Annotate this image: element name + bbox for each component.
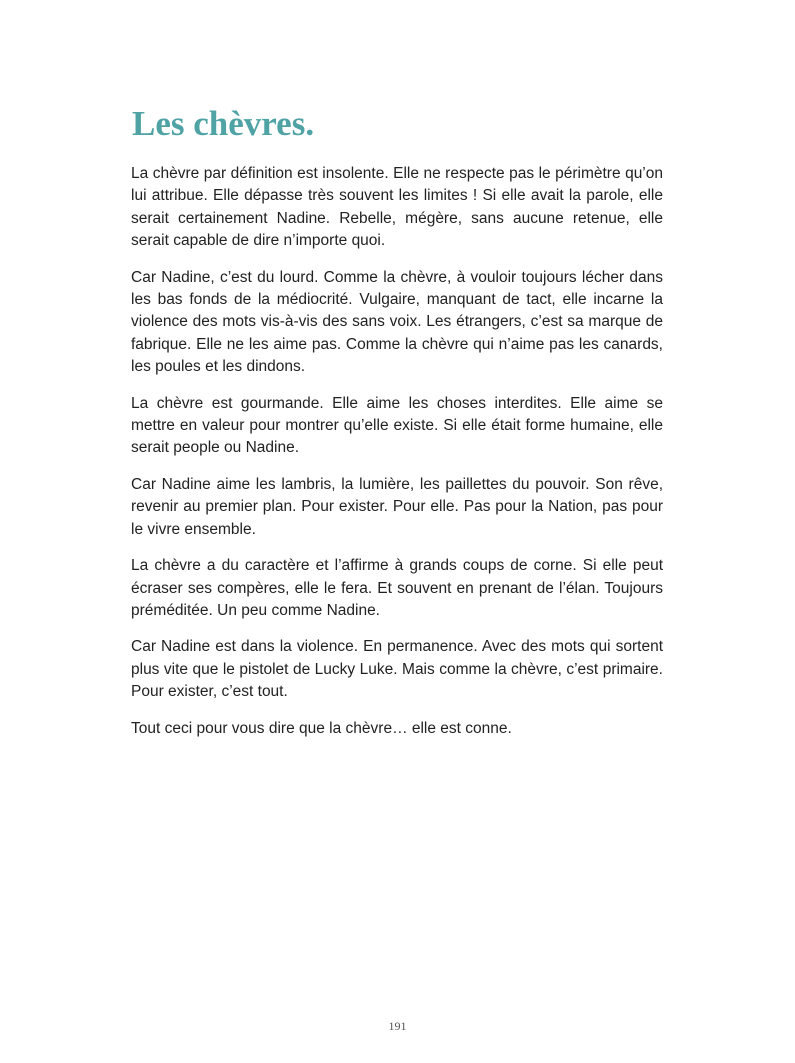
paragraph-5: La chèvre a du caractère et l’affirme à grands coups de corne. Si elle peut écraser ses compères, elle le fera. Et souvent en prenant de l’élan. Toujours préméditée. Un peu comme Nadine. bbox=[131, 557, 663, 619]
paragraph-6: Car Nadine est dans la violence. En permanence. Avec des mots qui sortent plus vite que le pistolet de Lucky Luke. Mais comme la chèvre, c’est primaire. Pour exister, c’est tout. bbox=[131, 638, 663, 701]
body-text bbox=[131, 163, 663, 754]
page-number: 191 bbox=[388, 1019, 407, 1033]
paragraph-2: Car Nadine, c’est du lourd. Comme la chèvre, à vouloir toujours lécher dans les bas fonds de la médiocrité. Vulgaire, manquant de tact, elle incarne la violence des mots vis-à-vis des sans voix. Les étrangers, c’est sa marque de fabrique. Elle ne les aime pas. Comme la chèvre qui n’aime pas les canards, les poules et les dindons. bbox=[131, 268, 663, 376]
paragraph-1: La chèvre par définition est insolente. Elle ne respecte pas le périmètre qu’on lui attribue. Elle dépasse très souvent les limites ! Si elle avait la parole, elle serait certainement Nadine. Rebelle, mégère, sans aucune retenue, elle serait capable de dire n’importe quoi. bbox=[131, 165, 663, 250]
paragraph-4: Car Nadine aime les lambris, la lumière, les paillettes du pouvoir. Son rêve, revenir au premier plan. Pour exister. Pour elle. Pas pour la Nation, pas pour le vivre ensemble. bbox=[131, 475, 663, 538]
paragraph-7: Tout ceci pour vous dire que la chèvre… elle est conne. bbox=[131, 719, 512, 737]
paragraph-3: La chèvre est gourmande. Elle aime les choses interdites. Elle aime se mettre en valeur pour montrer qu’elle existe. Si elle était forme humaine, elle serait people ou Nadine. bbox=[131, 394, 663, 457]
chapter-title: Les chèvres. bbox=[132, 104, 315, 143]
